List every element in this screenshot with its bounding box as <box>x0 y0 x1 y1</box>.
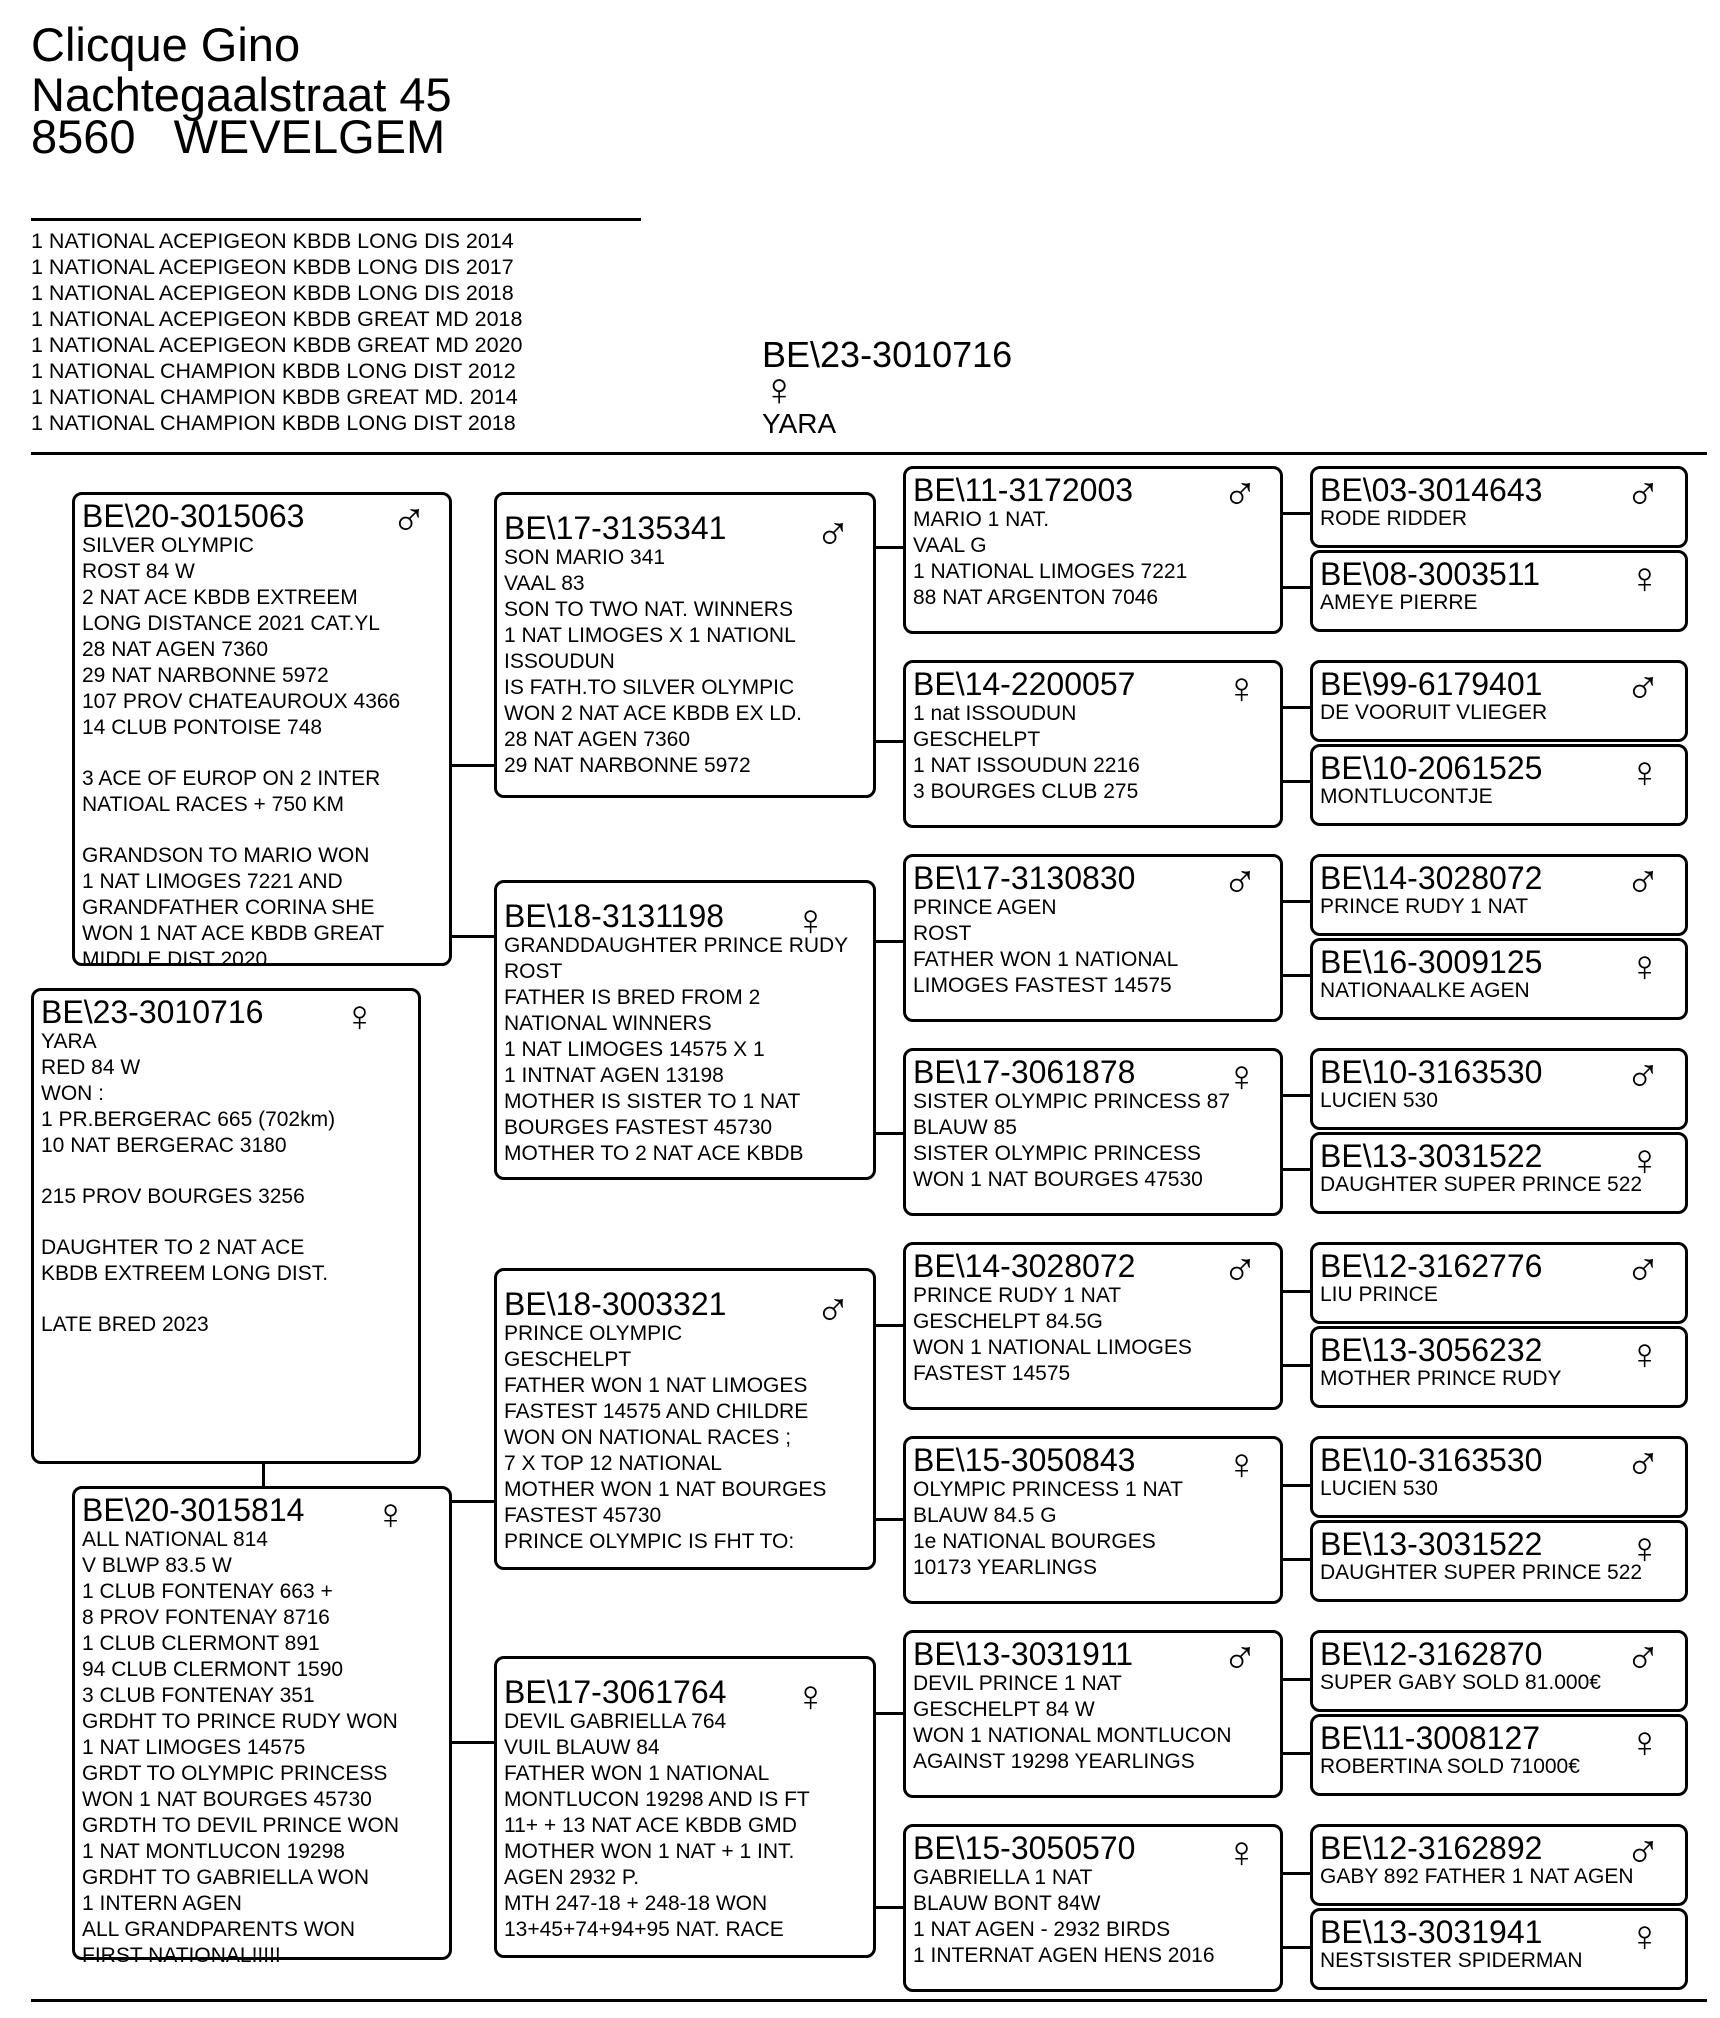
card-line: GABRIELLA 1 NAT <box>913 1866 1093 1889</box>
connector-line <box>1280 1168 1310 1171</box>
card-line: WON 1 NAT BOURGES 47530 <box>913 1168 1203 1191</box>
card-line: SISTER OLYMPIC PRINCESS <box>913 1142 1201 1165</box>
card-line: 1 NAT LIMOGES X 1 NATIONL <box>504 624 796 647</box>
female-icon: ♀ <box>1628 942 1661 991</box>
female-icon: ♀ <box>1225 1440 1258 1489</box>
female-icon: ♀ <box>1628 554 1661 603</box>
card-line: ROST 84 W <box>82 560 195 583</box>
connector-line <box>873 1518 903 1521</box>
ring-number: BE\15-3050570 <box>913 1830 1136 1866</box>
connector-line <box>450 935 496 938</box>
ring-number: BE\10-2061525 <box>1320 750 1543 786</box>
ring-number: BE\12-3162892 <box>1320 1830 1543 1866</box>
card-line: BLAUW 85 <box>913 1116 1017 1139</box>
card-line: PRINCE OLYMPIC IS FHT TO: <box>504 1530 795 1553</box>
card-line: NATIOAL RACES + 750 KM <box>82 793 345 816</box>
card-line: NATIONAALKE AGEN <box>1320 979 1530 1002</box>
connector-line <box>1280 780 1310 783</box>
card-line: DEVIL PRINCE 1 NAT <box>913 1672 1122 1695</box>
card-line: 1 PR.BERGERAC 665 (702km) <box>41 1108 336 1131</box>
card-line: DEVIL GABRIELLA 764 <box>504 1710 727 1733</box>
card-line: GESCHELPT 84.5G <box>913 1310 1103 1333</box>
card-line: 107 PROV CHATEAUROUX 4366 <box>82 690 401 713</box>
pedigree-card-gen2 <box>494 1656 876 1958</box>
card-line: LUCIEN 530 <box>1320 1477 1438 1500</box>
card-line: GRDTH TO DEVIL PRINCE WON <box>82 1814 399 1837</box>
male-icon: ♂ <box>815 508 851 561</box>
card-line: ROBERTINA SOLD 71000€ <box>1320 1755 1580 1778</box>
card-line: BOURGES FASTEST 45730 <box>504 1116 773 1139</box>
card-line: GRANDSON TO MARIO WON <box>82 844 370 867</box>
card-line: DAUGHTER SUPER PRINCE 522 <box>1320 1561 1643 1584</box>
card-line: RODE RIDDER <box>1320 507 1468 530</box>
pedigree-card-gen2 <box>494 880 876 1180</box>
pedigree-card-gen4 <box>1310 466 1688 548</box>
card-line: LIU PRINCE <box>1320 1283 1438 1306</box>
connector-line <box>450 1741 496 1744</box>
card-line: PRINCE RUDY 1 NAT <box>1320 895 1529 918</box>
card-line: AGAINST 19298 YEARLINGS <box>913 1750 1195 1773</box>
connector-line <box>873 1132 903 1135</box>
card-line: 215 PROV BOURGES 3256 <box>41 1185 305 1208</box>
ring-number: BE\13-3031522 <box>1320 1138 1543 1174</box>
card-line: 1 nat ISSOUDUN <box>913 702 1077 725</box>
connector-line <box>873 1906 903 1909</box>
card-line: 1e NATIONAL BOURGES <box>913 1530 1156 1553</box>
card-line: LONG DISTANCE 2021 CAT.YL <box>82 612 380 635</box>
ring-number: BE\17-3130830 <box>913 860 1136 896</box>
card-line: GABY 892 FATHER 1 NAT AGEN <box>1320 1865 1634 1888</box>
male-icon: ♂ <box>1222 1244 1258 1297</box>
pedigree-card-gen4 <box>1310 550 1688 632</box>
card-line: ROST <box>913 922 972 945</box>
female-icon: ♀ <box>1628 1912 1661 1961</box>
card-line <box>82 818 442 843</box>
owner-postcode: 8560 <box>31 110 136 163</box>
ring-number: BE\03-3014643 <box>1320 472 1543 508</box>
card-line: KBDB EXTREEM LONG DIST. <box>41 1262 329 1285</box>
card-line: OLYMPIC PRINCESS 1 NAT <box>913 1478 1183 1501</box>
ring-number: BE\16-3009125 <box>1320 944 1543 980</box>
card-line: MIDDLE DIST 2020 <box>82 948 268 971</box>
card-line: GRDT TO OLYMPIC PRINCESS <box>82 1762 388 1785</box>
ring-number: BE\14-3028072 <box>1320 860 1543 896</box>
card-line: FASTEST 14575 AND CHILDRE <box>504 1400 809 1423</box>
female-icon: ♀ <box>762 363 797 415</box>
pedigree-card-gen4 <box>1310 938 1688 1020</box>
card-line: 1 NAT LIMOGES 14575 X 1 <box>504 1038 765 1061</box>
card-line: FIRST NATIONAL!!!!! <box>82 1944 281 1967</box>
card-line: 1 INTERN AGEN <box>82 1892 242 1915</box>
male-icon: ♂ <box>1625 468 1661 521</box>
card-line: 88 NAT ARGENTON 7046 <box>913 586 1159 609</box>
card-line: 1 INTNAT AGEN 13198 <box>504 1064 724 1087</box>
card-line: V BLWP 83.5 W <box>82 1554 232 1577</box>
female-icon: ♀ <box>343 992 376 1041</box>
pedigree-card-gen3 <box>903 854 1283 1022</box>
card-line: 8 PROV FONTENAY 8716 <box>82 1606 330 1629</box>
connector-line <box>1280 512 1310 515</box>
card-line: NATIONAL WINNERS <box>504 1012 712 1035</box>
connector-line <box>1280 1484 1310 1487</box>
pedigree-card-gen4 <box>1310 854 1688 936</box>
pedigree-card-gen4 <box>1310 1824 1688 1906</box>
card-line: MONTLUCONTJE <box>1320 785 1493 808</box>
pedigree-card-gen3 <box>903 1242 1283 1410</box>
card-line: 94 CLUB CLERMONT 1590 <box>82 1658 344 1681</box>
card-line: MONTLUCON 19298 AND IS FT <box>504 1788 810 1811</box>
connector-line <box>1280 1558 1310 1561</box>
ring-number: BE\13-3031941 <box>1320 1914 1543 1950</box>
card-line: 11+ + 13 NAT ACE KBDB GMD <box>504 1814 797 1837</box>
card-line: PRINCE AGEN <box>913 896 1057 919</box>
pedigree-card-gen3 <box>903 1630 1283 1798</box>
ring-number: BE\13-3031522 <box>1320 1526 1543 1562</box>
male-icon: ♂ <box>1625 1438 1661 1491</box>
ring-number: BE\14-3028072 <box>913 1248 1136 1284</box>
owner-name: Clicque Gino <box>31 18 301 71</box>
card-line: 1 NAT LIMOGES 14575 <box>82 1736 306 1759</box>
female-icon: ♀ <box>794 1672 827 1721</box>
pedigree-card-gen3 <box>903 660 1283 828</box>
ring-number: BE\17-3135341 <box>504 510 727 546</box>
female-icon: ♀ <box>1628 1718 1661 1767</box>
pedigree-card-gen4 <box>1310 1326 1688 1408</box>
connector-line <box>450 1500 496 1503</box>
male-icon: ♂ <box>1222 856 1258 909</box>
card-line <box>41 1159 411 1184</box>
card-line: YARA <box>41 1030 97 1053</box>
card-line: FATHER IS BRED FROM 2 <box>504 986 761 1009</box>
ring-number: BE\14-2200057 <box>913 666 1136 702</box>
ring-number: BE\17-3061878 <box>913 1054 1136 1090</box>
achievement-item: 1 NATIONAL ACEPIGEON KBDB LONG DIS 2018 <box>31 281 514 305</box>
female-icon: ♀ <box>1628 748 1661 797</box>
pedigree-card-gen4 <box>1310 1714 1688 1796</box>
ring-number: BE\12-3162870 <box>1320 1636 1543 1672</box>
card-line: 1 INTERNAT AGEN HENS 2016 <box>913 1944 1215 1967</box>
card-line: ISSOUDUN <box>504 650 615 673</box>
achievement-item: 1 NATIONAL ACEPIGEON KBDB GREAT MD 2020 <box>31 333 523 357</box>
card-line: 28 NAT AGEN 7360 <box>504 728 690 751</box>
card-line: ALL GRANDPARENTS WON <box>82 1918 356 1941</box>
pedigree-card-subject <box>31 988 421 1464</box>
connector-line <box>1280 586 1310 589</box>
connector-line <box>873 546 903 549</box>
connector-line <box>262 1462 265 1486</box>
card-line: SUPER GABY SOLD 81.000€ <box>1320 1671 1601 1694</box>
male-icon: ♂ <box>1625 1632 1661 1685</box>
card-line: VUIL BLAUW 84 <box>504 1736 660 1759</box>
owner-street: Nachtegaalstraat 45 <box>31 68 452 121</box>
ring-number: BE\11-3172003 <box>913 472 1134 508</box>
card-line: 29 NAT NARBONNE 5972 <box>504 754 751 777</box>
card-line: VAAL 83 <box>504 572 585 595</box>
section-rule <box>31 452 1707 455</box>
card-line: ROST <box>504 960 563 983</box>
card-line: LUCIEN 530 <box>1320 1089 1438 1112</box>
pedigree-card-gen4 <box>1310 1048 1688 1130</box>
card-line: 1 NAT AGEN - 2932 BIRDS <box>913 1918 1171 1941</box>
ring-number: BE\10-3163530 <box>1320 1054 1543 1090</box>
card-line: AMEYE PIERRE <box>1320 591 1478 614</box>
card-line: FASTEST 14575 <box>913 1362 1071 1385</box>
connector-line <box>1280 1290 1310 1293</box>
connector-line <box>1280 1094 1310 1097</box>
card-line: FATHER WON 1 NAT LIMOGES <box>504 1374 808 1397</box>
male-icon: ♂ <box>1625 1826 1661 1879</box>
pedigree-card-gen4 <box>1310 1242 1688 1324</box>
card-line: 3 BOURGES CLUB 275 <box>913 780 1139 803</box>
card-line: FATHER WON 1 NATIONAL <box>504 1762 770 1785</box>
card-line: SON MARIO 341 <box>504 546 666 569</box>
card-line: 14 CLUB PONTOISE 748 <box>82 716 323 739</box>
ring-number: BE\13-3056232 <box>1320 1332 1543 1368</box>
male-icon: ♂ <box>1625 1244 1661 1297</box>
card-line: DAUGHTER TO 2 NAT ACE <box>41 1236 305 1259</box>
card-line: SON TO TWO NAT. WINNERS <box>504 598 793 621</box>
pedigree-card-father <box>72 492 452 971</box>
pedigree-card-mother <box>72 1486 452 1967</box>
achievement-item: 1 NATIONAL CHAMPION KBDB LONG DIST 2018 <box>31 411 516 435</box>
card-line: GESCHELPT 84 W <box>913 1698 1095 1721</box>
card-line: 28 NAT AGEN 7360 <box>82 638 268 661</box>
card-line: GRDHT TO PRINCE RUDY WON <box>82 1710 398 1733</box>
ring-number: BE\18-3131198 <box>504 898 725 934</box>
card-line: 10 NAT BERGERAC 3180 <box>41 1134 287 1157</box>
female-icon: ♀ <box>1225 1052 1258 1101</box>
pedigree-card-gen2 <box>494 1268 876 1570</box>
connector-line <box>873 1712 903 1715</box>
card-line: GESCHELPT <box>504 1348 632 1371</box>
card-line: 1 NAT ISSOUDUN 2216 <box>913 754 1140 777</box>
ring-number: BE\20-3015063 <box>82 498 305 534</box>
connector-line <box>873 940 903 943</box>
achievement-item: 1 NATIONAL ACEPIGEON KBDB LONG DIS 2014 <box>31 229 514 253</box>
card-line: GRANDDAUGHTER PRINCE RUDY <box>504 934 849 957</box>
ring-number: BE\20-3015814 <box>82 1492 305 1528</box>
female-icon: ♀ <box>794 896 827 945</box>
ring-number: BE\99-6179401 <box>1320 666 1543 702</box>
male-icon: ♂ <box>1625 662 1661 715</box>
ring-number: BE\18-3003321 <box>504 1286 727 1322</box>
card-line: RED 84 W <box>41 1056 141 1079</box>
card-line: IS FATH.TO SILVER OLYMPIC <box>504 676 795 699</box>
pedigree-card-gen4 <box>1310 1132 1688 1214</box>
connector-line <box>873 1324 903 1327</box>
card-line: 1 NATIONAL LIMOGES 7221 <box>913 560 1188 583</box>
card-line: WON 1 NATIONAL MONTLUCON <box>913 1724 1232 1747</box>
card-line: LATE BRED 2023 <box>41 1313 209 1336</box>
card-line <box>41 1287 411 1312</box>
card-line: NESTSISTER SPIDERMAN <box>1320 1949 1583 1972</box>
ring-number: BE\13-3031911 <box>913 1636 1134 1672</box>
card-line: WON : <box>41 1082 104 1105</box>
card-line: 29 NAT NARBONNE 5972 <box>82 664 329 687</box>
card-line: GESCHELPT <box>913 728 1041 751</box>
pedigree-card-gen4 <box>1310 1630 1688 1712</box>
card-line <box>41 1210 411 1235</box>
card-line: 2 NAT ACE KBDB EXTREEM <box>82 586 358 609</box>
header-rule <box>31 218 641 221</box>
connector-line <box>1280 1752 1310 1755</box>
card-line: VAAL G <box>913 534 987 557</box>
ring-number: BE\12-3162776 <box>1320 1248 1543 1284</box>
achievement-item: 1 NATIONAL CHAMPION KBDB LONG DIST 2012 <box>31 359 516 383</box>
card-line: WON 1 NATIONAL LIMOGES <box>913 1336 1192 1359</box>
achievement-item: 1 NATIONAL ACEPIGEON KBDB LONG DIS 2017 <box>31 255 514 279</box>
female-icon: ♀ <box>1628 1524 1661 1573</box>
card-line: SISTER OLYMPIC PRINCESS 87 <box>913 1090 1231 1113</box>
footer-rule <box>31 1999 1707 2002</box>
card-line: 3 CLUB FONTENAY 351 <box>82 1684 315 1707</box>
male-icon: ♂ <box>1625 856 1661 909</box>
owner-city-line <box>31 112 445 162</box>
card-line: MOTHER PRINCE RUDY <box>1320 1367 1562 1390</box>
card-line: LIMOGES FASTEST 14575 <box>913 974 1172 997</box>
connector-line <box>1280 1946 1310 1949</box>
ring-number: BE\17-3061764 <box>504 1674 727 1710</box>
male-icon: ♂ <box>815 1284 851 1337</box>
card-line: MOTHER WON 1 NAT BOURGES <box>504 1478 827 1501</box>
card-line: MTH 247-18 + 248-18 WON <box>504 1892 768 1915</box>
pedigree-card-gen4 <box>1310 1520 1688 1602</box>
card-line: WON 1 NAT BOURGES 45730 <box>82 1788 372 1811</box>
card-line: 1 CLUB FONTENAY 663 + <box>82 1580 333 1603</box>
connector-line <box>1280 974 1310 977</box>
card-line: GRDHT TO GABRIELLA WON <box>82 1866 370 1889</box>
card-line: AGEN 2932 P. <box>504 1866 640 1889</box>
card-line: WON 1 NAT ACE KBDB GREAT <box>82 922 385 945</box>
achievement-item: 1 NATIONAL CHAMPION KBDB GREAT MD. 2014 <box>31 385 518 409</box>
card-line: BLAUW 84.5 G <box>913 1504 1057 1527</box>
pedigree-card-gen4 <box>1310 1908 1688 1990</box>
card-line: GRANDFATHER CORINA SHE <box>82 896 375 919</box>
pedigree-card-gen4 <box>1310 1436 1688 1518</box>
connector-line <box>1280 1364 1310 1367</box>
card-line: 1 CLUB CLERMONT 891 <box>82 1632 320 1655</box>
card-line: MOTHER WON 1 NAT + 1 INT. <box>504 1840 795 1863</box>
ring-number: BE\15-3050843 <box>913 1442 1136 1478</box>
pedigree-card-gen3 <box>903 1824 1283 1992</box>
subject-name: YARA <box>762 408 837 439</box>
card-line: 10173 YEARLINGS <box>913 1556 1098 1579</box>
male-icon: ♂ <box>1222 1632 1258 1685</box>
card-line: MOTHER IS SISTER TO 1 NAT <box>504 1090 801 1113</box>
male-icon: ♂ <box>1222 468 1258 521</box>
card-line: MARIO 1 NAT. <box>913 508 1050 531</box>
pedigree-card-gen3 <box>903 1048 1283 1216</box>
card-line: 13+45+74+94+95 NAT. RACE <box>504 1918 784 1941</box>
female-icon: ♀ <box>374 1490 407 1539</box>
card-line: WON 2 NAT ACE KBDB EX LD. <box>504 702 802 725</box>
male-icon: ♂ <box>391 494 427 547</box>
card-line: PRINCE OLYMPIC <box>504 1322 683 1345</box>
card-line: 1 NAT MONTLUCON 19298 <box>82 1840 345 1863</box>
connector-line <box>1280 900 1310 903</box>
male-icon: ♂ <box>1625 1050 1661 1103</box>
owner-city: WEVELGEM <box>173 110 446 163</box>
pedigree-card-gen3 <box>903 1436 1283 1604</box>
card-line <box>82 741 442 766</box>
ring-number: BE\10-3163530 <box>1320 1442 1543 1478</box>
card-line: WON ON NATIONAL RACES ; <box>504 1426 792 1449</box>
card-line: 1 NAT LIMOGES 7221 AND <box>82 870 343 893</box>
connector-line <box>1280 1678 1310 1681</box>
card-line: ALL NATIONAL 814 <box>82 1528 268 1551</box>
card-line: SILVER OLYMPIC <box>82 534 254 557</box>
female-icon: ♀ <box>1628 1330 1661 1379</box>
card-line: DE VOORUIT VLIEGER <box>1320 701 1548 724</box>
subject-ring-number: BE\23-3010716 <box>762 334 1013 375</box>
card-line: MOTHER TO 2 NAT ACE KBDB <box>504 1142 804 1165</box>
card-line: 3 ACE OF EUROP ON 2 INTER <box>82 767 381 790</box>
card-line: FATHER WON 1 NATIONAL <box>913 948 1179 971</box>
connector-line <box>450 764 496 767</box>
card-line: 7 X TOP 12 NATIONAL <box>504 1452 722 1475</box>
pedigree-card-gen3 <box>903 466 1283 634</box>
card-line: BLAUW BONT 84W <box>913 1892 1101 1915</box>
ring-number: BE\08-3003511 <box>1320 556 1541 592</box>
achievement-item: 1 NATIONAL ACEPIGEON KBDB GREAT MD 2018 <box>31 307 523 331</box>
card-line: FASTEST 45730 <box>504 1504 662 1527</box>
connector-line <box>1280 706 1310 709</box>
ring-number: BE\23-3010716 <box>41 994 264 1030</box>
female-icon: ♀ <box>1225 664 1258 713</box>
connector-line <box>1280 1872 1310 1875</box>
female-icon: ♀ <box>1225 1828 1258 1877</box>
connector-line <box>873 740 903 743</box>
ring-number: BE\11-3008127 <box>1320 1720 1541 1756</box>
pedigree-card-gen2 <box>494 492 876 798</box>
pedigree-card-gen4 <box>1310 660 1688 742</box>
card-line: DAUGHTER SUPER PRINCE 522 <box>1320 1173 1643 1196</box>
female-icon: ♀ <box>1628 1136 1661 1185</box>
card-line: PRINCE RUDY 1 NAT <box>913 1284 1122 1307</box>
pedigree-card-gen4 <box>1310 744 1688 826</box>
